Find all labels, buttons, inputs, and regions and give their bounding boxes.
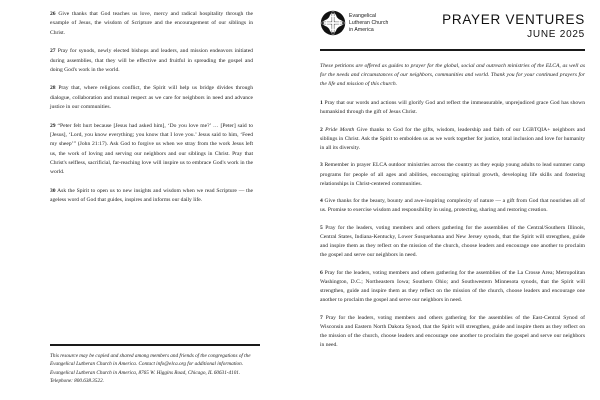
right-column-entries <box>320 99 585 350</box>
right-column <box>300 0 600 400</box>
entry-number: 6 <box>320 269 323 276</box>
entry-number: 4 <box>320 198 323 205</box>
entry-number: 2 <box>320 126 323 133</box>
masthead <box>320 8 592 41</box>
organization-name <box>349 10 388 35</box>
entry-lead-label: Pride Month <box>325 126 355 133</box>
prayer-entry <box>50 187 253 206</box>
entry-text: Pray for synods, newly elected bishops and leaders, and mission endeavors initiated during assemblies, that they will be effective and fruitful in spreading the gospel and doing God's work in the world. <box>50 48 253 73</box>
page-title: PRAYER VENTURES <box>442 12 585 27</box>
entry-text: Give thanks for the beauty, bounty and awe-inspiring complexity of nature — a gift from God that nourishes all of us. Promise to exercise wisdom and responsibility in using, protecting, sharing and restoring creation. <box>320 198 585 214</box>
prayer-entry <box>50 84 253 112</box>
title-block <box>442 8 585 41</box>
entry-number: 26 <box>50 11 56 17</box>
entry-text: Pray for the leaders, voting members and others gathering for the assemblies of the East-Central Synod of Wisconsin and Eastern North Dakota Synod, that the Spirit will strengthen, guide and inspire them as they reflect on the mission of the church, choose leaders and encourage one another to proclaim the gospel and serve our neighbors in need. <box>320 314 585 349</box>
organization-line-2: Lutheran Church <box>349 20 389 27</box>
left-column-entries <box>50 10 253 206</box>
brand-lockup <box>320 8 388 36</box>
entry-text: Remember in prayer ELCA outdoor ministries across the country as they equip young adults to lead summer camp programs for people of all ages and abilities, encouraging spiritual growth, developing life skills and fostering relationships in Christ-centered communities. <box>320 162 585 187</box>
prayer-entry <box>320 126 585 153</box>
entry-text: Give thanks to God for the gifts, wisdom, leadership and faith of our LGBTQIA+ neighbors and siblings in Christ. Ask the Spirit to embolden us as we work together for justice, total inclusion and love for humanity in all its diversity. <box>320 126 585 151</box>
prayer-entry <box>50 122 253 178</box>
entry-number: 28 <box>50 85 56 92</box>
elca-cross-globe-logo-icon <box>320 10 346 36</box>
prayer-entry <box>320 224 585 260</box>
entry-number: 3 <box>320 162 323 169</box>
footer-copyright-text: This resource may be copied and shared among members and friends of the congregations of the Evangelical Lutheran Church in America. Contact info@elca.org for additional information. Evangelical Lutheran Church in America, 8765 W. Higgins Road, Chicago, IL 60631-4101. Telephone: 800.638.3522. <box>50 352 251 385</box>
entry-number: 5 <box>320 224 323 231</box>
entry-text: Pray that, where religions conflict, the Spirit will help us bridge divides through dialogue, collaboration and mutual respect as we care for neighbors in need and advance justice in our communities. <box>50 85 254 111</box>
footer <box>50 344 260 386</box>
entry-text: Give thanks that God teaches us love, mercy and radical hospitality through the example of Jesus, the wisdom of Scripture and the encouragement of our siblings in Christ. <box>50 11 253 36</box>
entry-text: “Peter felt hurt because [Jesus had asked him], ‘Do you love me?’ … [Peter] said to [Jesus], ‘Lord, you know everything; you know that I love you.’ Jesus said to him, ‘Feed my sheep’” (John 21:17). Ask God to forgive us when we stray from the work Jesus left us, the work of loving and serving our neighbors and our siblings in Christ. Pray that Christ's selfless, sacrificial, far-reaching love will inspire us to embrace God's work in the world. <box>50 122 253 176</box>
entry-text: Pray that our words and actions will glorify God and reflect the immeasurable, unprejudiced grace God has shown humankind through the gift of Jesus Christ. <box>320 99 585 115</box>
header-divider <box>320 49 585 51</box>
prayer-entry <box>320 197 585 215</box>
prayer-entry <box>320 269 585 305</box>
entry-text: Ask the Spirit to open us to new insights and wisdom when we read Scripture — the ageless word of God that guides, inspires and informs our daily life. <box>50 187 253 204</box>
entry-number: 27 <box>50 48 56 55</box>
prayer-entry <box>320 161 585 188</box>
page-subtitle-date: JUNE 2025 <box>527 29 585 41</box>
entry-text: Pray for the leaders, voting members and others gathering for the assemblies of the Central/Southern Illinois, Central States, Indiana-Kentucky, Lower Susquehanna and New Jersey synods, that the Spirit will strengthen, guide and inspire them as they reflect on the mission of the church, choose leaders and encourage one another to proclaim the gospel and serve our neighbors in need. <box>320 224 585 259</box>
entry-number: 29 <box>50 122 56 129</box>
organization-line-1: Evangelical <box>349 13 377 19</box>
prayer-entry <box>320 99 585 117</box>
prayer-entry <box>50 10 253 38</box>
entry-number: 7 <box>320 314 323 321</box>
entry-text: Pray for the leaders, voting members and others gathering for the assemblies of the La Crosse Area; Metropolitan Washington, D.C.; Northeastern Iowa; Southern Ohio; and Southwestern Minnesota synods, that the Spirit will strengthen, guide and inspire them as they reflect on the mission of the church, choose leaders and encourage one another to proclaim the gospel and serve our neighbors in need. <box>320 269 585 304</box>
prayer-entry <box>50 47 253 75</box>
organization-line-3: in America <box>349 27 374 34</box>
intro-paragraph: These petitions are offered as guides to prayer for the global, social and outreach ministries of the ELCA, as well as for the needs and circumstances of our neighbors, communities and world. Thank you for your continued prayers for the life and mission of this church. <box>320 62 585 87</box>
prayer-entry <box>320 314 585 350</box>
footer-divider <box>50 344 260 346</box>
entry-number: 30 <box>50 187 56 194</box>
entry-number: 1 <box>320 99 323 106</box>
